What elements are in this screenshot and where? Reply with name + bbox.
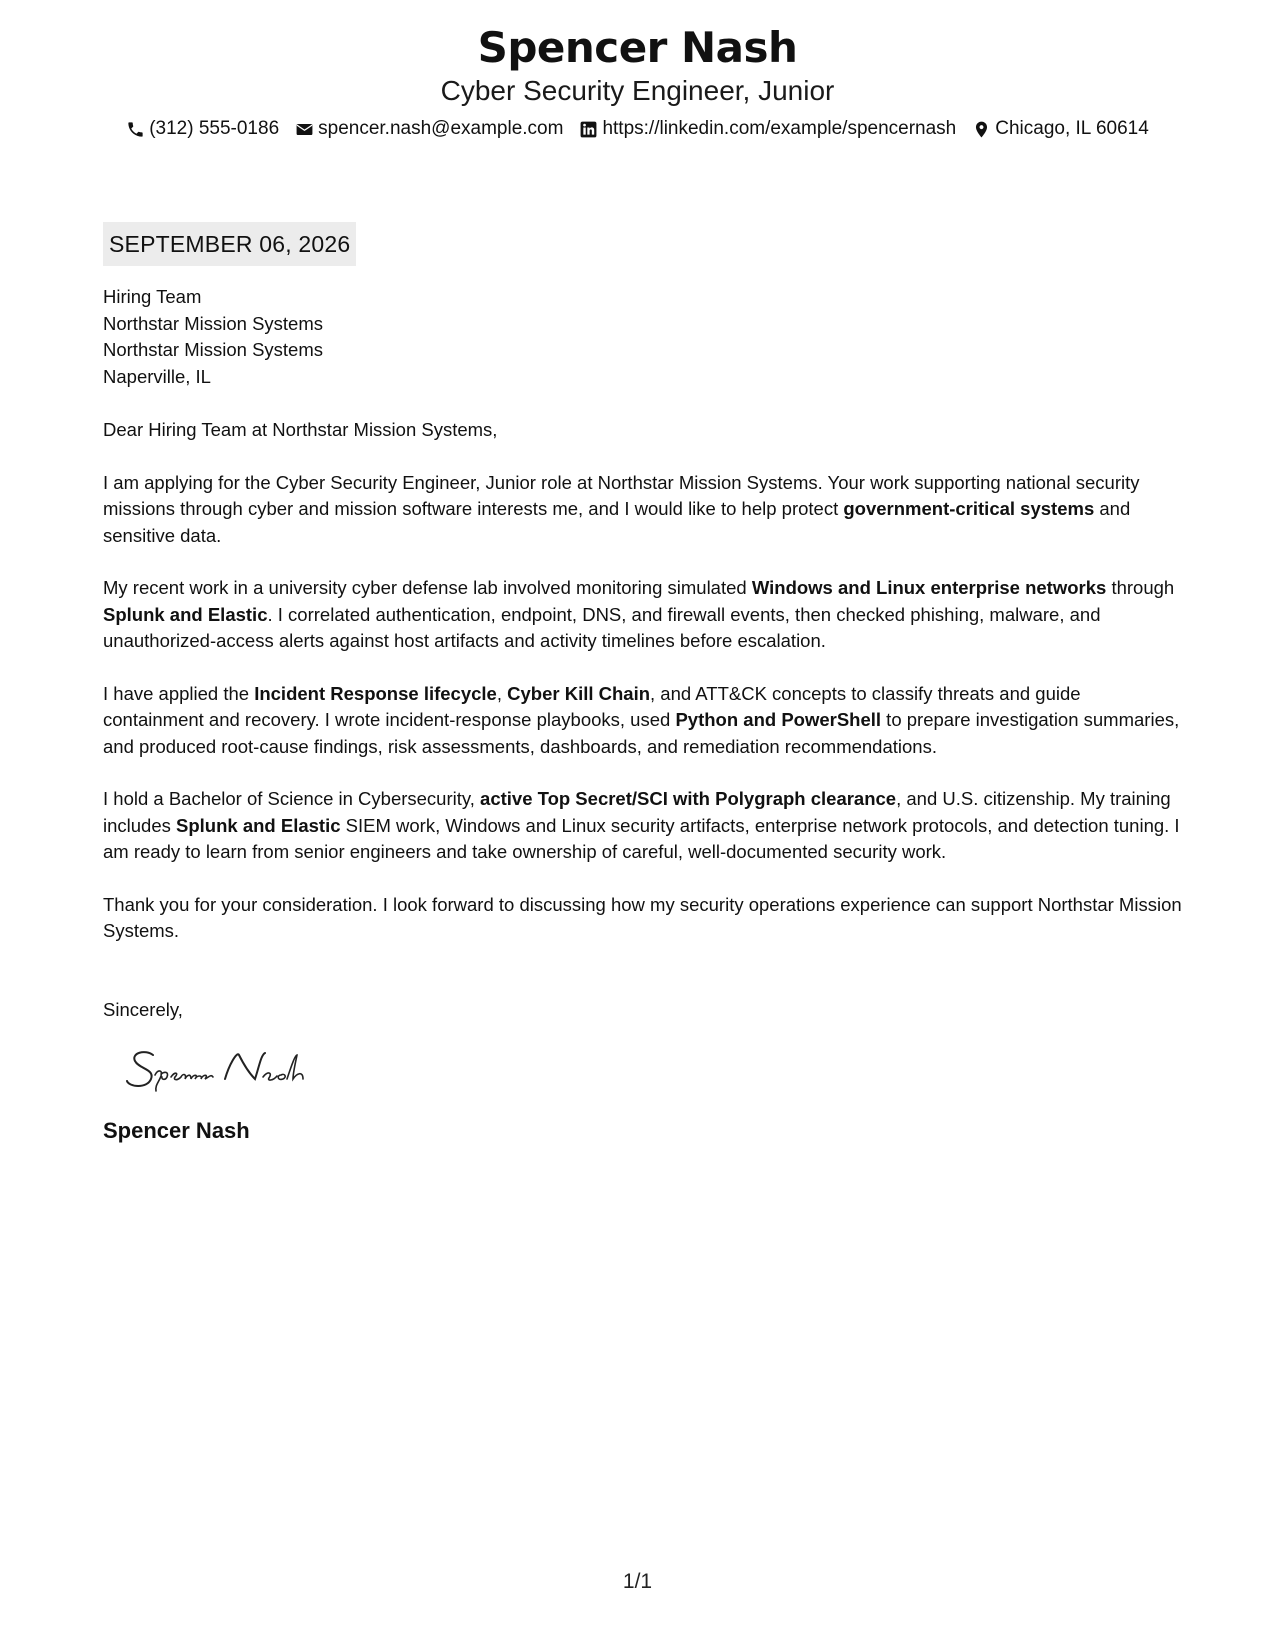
bold-run: Python and PowerShell [675, 709, 882, 730]
text-run: I am applying for the Cyber Security Engineer, Junior role at Northstar Mission Systems. Your work supporting national security missions through cyber and mission software interests me, and I would like to help protect [103, 471, 1140, 519]
recipient-line: Hiring Team [103, 286, 202, 307]
text-run: , and U.S. citizenship. My training includes [103, 788, 1171, 836]
email-text[interactable]: spencer.nash@example.com [318, 118, 564, 139]
text-run: My recent work in a university cyber defense lab involved monitoring simulated [103, 577, 752, 598]
closing: Sincerely, [103, 998, 183, 1020]
page-indicator: 1/1 [622, 1570, 653, 1593]
bold-run: Windows and Linux enterprise networks [751, 577, 1107, 598]
text-run: . I correlated authentication, endpoint, DNS, and firewall events, then checked phishing, malware, and unauthorized-access alerts against host artifacts and activity timelines before escalation. [103, 603, 1101, 651]
contact-phone [126, 116, 279, 142]
paragraph-5: Thank you for your consideration. I look forward to discussing how my security operations experience can support Northstar Mission Systems. [103, 893, 1182, 941]
bold-run: government-critical systems [843, 498, 1095, 519]
text-run: , [496, 682, 508, 704]
text-run: I have applied the [103, 682, 255, 704]
bold-run: active Top Secret/SCI with Polygraph clearance [480, 788, 897, 809]
text-run: through [1106, 577, 1175, 598]
paragraph-3 [103, 681, 1183, 761]
contact-linkedin[interactable] [579, 116, 956, 142]
text-run: to prepare investigation summaries, and produced root-cause findings, risk assessments, dashboards, and remediation recommendations. [103, 709, 1180, 757]
phone-icon [126, 120, 145, 139]
letter-body [103, 222, 1183, 1145]
recipient-line: Northstar Mission Systems [103, 312, 323, 334]
paragraph-2 [103, 575, 1183, 655]
applicant-name: Spencer Nash [477, 23, 798, 72]
location-text: Chicago, IL 60614 [995, 118, 1149, 139]
contact-email[interactable] [295, 116, 563, 142]
recipient-address [103, 284, 1183, 390]
map-pin-icon [972, 120, 991, 139]
text-run: SIEM work, Windows and Linux security artifacts, enterprise network protocols, and detection tuning. I am ready to learn from senior engineers and take ownership of careful, well-documented security work. [103, 814, 1180, 862]
phone-text: (312) 555-0186 [149, 118, 280, 139]
paragraph-1 [103, 470, 1183, 550]
letter-header [0, 22, 1275, 142]
text-run: I hold a Bachelor of Science in Cybersecurity, [103, 788, 481, 809]
linkedin-icon [579, 120, 598, 139]
bold-run: Cyber Kill Chain [507, 682, 651, 704]
recipient-line: Naperville, IL [103, 365, 211, 387]
salutation: Dear Hiring Team at Northstar Mission Systems, [103, 419, 498, 440]
text-run: and sensitive data. [103, 498, 1131, 546]
bold-run: Incident Response lifecycle [254, 682, 497, 704]
contact-location [972, 116, 1149, 142]
signer-name: Spencer Nash [103, 1117, 250, 1143]
recipient-line: Northstar Mission Systems [103, 339, 323, 360]
applicant-title: Cyber Security Engineer, Junior [440, 75, 835, 106]
letter-date: SEPTEMBER 06, 2026 [103, 222, 356, 266]
linkedin-text[interactable]: https://linkedin.com/example/spencernash [602, 118, 957, 139]
envelope-icon [295, 120, 314, 139]
paragraph-4 [103, 786, 1183, 866]
contact-bar [0, 116, 1275, 142]
bold-run: Splunk and Elastic [176, 814, 341, 836]
bold-run: Splunk and Elastic [103, 603, 268, 625]
text-run: , and ATT&CK concepts to classify threats and guide containment and recovery. I wrote incident-response playbooks, used [103, 682, 1081, 730]
handwritten-signature [125, 1041, 345, 1097]
